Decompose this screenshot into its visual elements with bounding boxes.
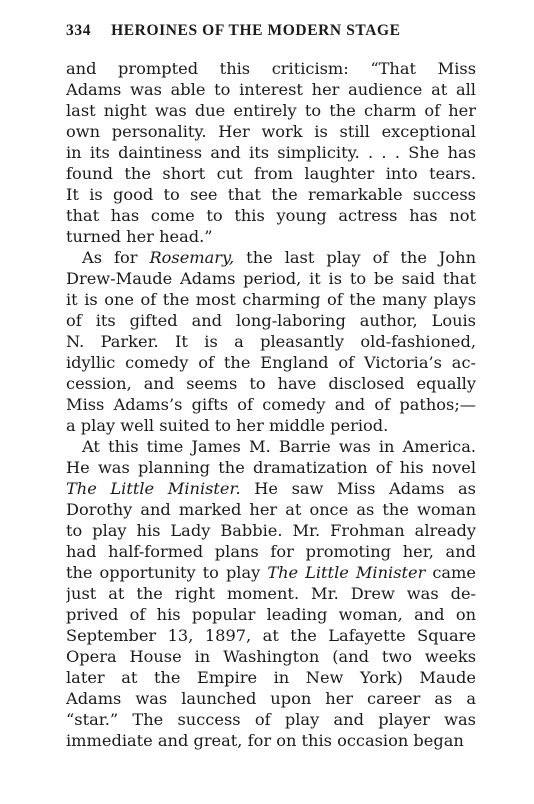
text-line: found the short cut from laughter into tears. <box>66 164 476 183</box>
paragraph-1 <box>66 58 476 247</box>
text-line <box>66 562 476 583</box>
text-line: “star.” The success of play and player was <box>66 710 476 729</box>
text-line: to play his Lady Babbie. Mr. Frohman already <box>66 521 476 540</box>
play-title-little-minister: The Little Minister <box>267 563 426 582</box>
text-line: Adams was able to interest her audience at all <box>66 80 476 99</box>
text-line: Drew-Maude Adams period, it is to be said that <box>66 269 476 288</box>
text-line: N. Parker. It is a pleasantly old-fashioned, <box>66 332 476 351</box>
text-line: a play well suited to her middle period. <box>66 416 389 435</box>
text-line: idyllic comedy of the England of Victoria’s ac- <box>66 353 476 372</box>
text-line: later at the Empire in New York) Maude <box>66 668 476 687</box>
paragraph-3 <box>66 436 476 751</box>
text-line: and prompted this criticism: “That Miss <box>66 59 476 78</box>
text-line: It is good to see that the remarkable success <box>66 185 476 204</box>
running-title: HEROINES OF THE MODERN STAGE <box>111 22 401 39</box>
page-number: 334 <box>66 22 92 39</box>
text-line: Miss Adams’s gifts of comedy and of pathos;— <box>66 395 476 414</box>
text-run: the opportunity to play <box>66 563 268 582</box>
text-line: prived of his popular leading woman, and on <box>66 605 476 624</box>
text-line: that has come to this young actress has not <box>66 206 476 225</box>
play-title-rosemary: Rosemary, <box>149 248 235 267</box>
book-page <box>66 22 476 751</box>
text-line: turned her head.” <box>66 227 213 246</box>
text-line: own personality. Her work is still exceptional <box>66 122 476 141</box>
text-run: the last play of the John <box>234 248 476 267</box>
text-line: just at the right moment. Mr. Drew was de- <box>66 584 476 603</box>
text-run: As for <box>82 248 150 267</box>
text-line: Dorothy and marked her at once as the woman <box>66 500 476 519</box>
text-line: Opera House in Washington (and two weeks <box>66 647 476 666</box>
text-run: came <box>425 563 476 582</box>
text-line: cession, and seems to have disclosed equally <box>66 374 476 393</box>
novel-title-little-minister: The Little Minister. <box>66 479 241 498</box>
paragraph-2 <box>66 247 476 436</box>
text-line: in its daintiness and its simplicity. . . . She has <box>66 143 476 162</box>
text-line <box>66 478 476 499</box>
text-line: At this time James M. Barrie was in America. <box>82 437 476 456</box>
running-head <box>66 22 476 46</box>
text-line: He was planning the dramatization of his novel <box>66 458 476 477</box>
text-line: September 13, 1897, at the Lafayette Square <box>66 626 476 645</box>
text-line: it is one of the most charming of the many plays <box>66 290 476 309</box>
text-line: Adams was launched upon her career as a <box>66 689 476 708</box>
text-run: He saw Miss Adams as <box>240 479 476 498</box>
text-line: had half-formed plans for promoting her, and <box>66 542 476 561</box>
text-line <box>66 247 476 268</box>
text-line: of its gifted and long-laboring author, Louis <box>66 311 476 330</box>
body-text <box>66 58 476 751</box>
text-line: immediate and great, for on this occasion began <box>66 731 464 750</box>
text-line: last night was due entirely to the charm of her <box>66 101 476 120</box>
